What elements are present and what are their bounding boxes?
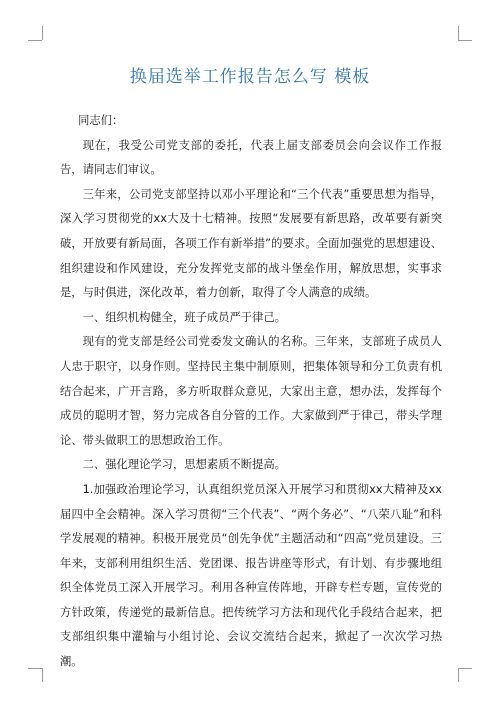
section-heading-2: 二、强化理论学习，思想素质不断提高。: [82, 458, 286, 472]
crop-mark-top-right-v: [458, 26, 459, 40]
crop-mark-bottom-right-h: [458, 668, 472, 669]
crop-mark-bottom-left-v: [42, 668, 43, 682]
intro-paragraph: 现在，我受公司党支部的委托，代表上届支部委员会向会议作工作报告，请同志们审议。: [60, 138, 442, 177]
crop-mark-top-right-h: [458, 40, 472, 41]
section-2-paragraph: 1.加强政治理论学习，认真组织党员深入开展学习和贯彻xx大精神及xx届四中全会精神。深入学习贯彻“三个代表”、“两个务必”、“八荣八耻”和科学发展观的精神。积极开展党员“创先争优”主题活动和“四高”党员建设。三年来，支部利用组织生活、党团课、报告讲座等形式，有计划、有步骤地组织全体党员工深入开展学习。利用各种宣传阵地，开辟专栏专题，宣传党的方针政策，传递党的最新信息。把传统学习方法和现代化手段结合起来，把支部组织集中灌输与小组讨论、会议交流结合起来，掀起了一次次学习热潮。: [60, 482, 442, 669]
crop-mark-bottom-left-h: [28, 668, 42, 669]
document-title: 换届选举工作报告怎么写 模板: [129, 67, 371, 87]
crop-mark-top-left-h: [28, 40, 42, 41]
section-1-paragraph: 现有的党支部是经公司党委发文确认的名称。三年来，支部班子成员人人忠于职守，以身作则。坚持民主集中制原则，把集体领导和分工负责有机结合起来，广开言路，多方听取群众意见，大家出主意，想办法，发挥每个成员的聪明才智，努力完成各自分管的工作。大家做到严于律己，带头学理论、带头做职工的思想政治工作。: [60, 335, 442, 447]
section-heading-1: 一、组织机构健全，班子成员严于律己。: [82, 310, 286, 324]
document-body: [60, 109, 442, 675]
crop-mark-top-left-v: [42, 26, 43, 40]
crop-mark-bottom-right-v: [458, 668, 459, 682]
greeting-paragraph: 同志们：: [78, 114, 124, 127]
summary-paragraph: 三年来，公司党支部坚持以邓小平理论和“三个代表”重要思想为指导，深入学习贯彻党的xx大及十七精神。按照“发展要有新思路，改革要有新突破，开放要有新局面，各项工作有新举措”的要求。全面加强党的思想建设、组织建设和作风建设，充分发挥党支部的战斗堡垒作用，解放思想，实事求是，与时俱进，深化改革，着力创新，取得了令人满意的成绩。: [60, 187, 442, 300]
